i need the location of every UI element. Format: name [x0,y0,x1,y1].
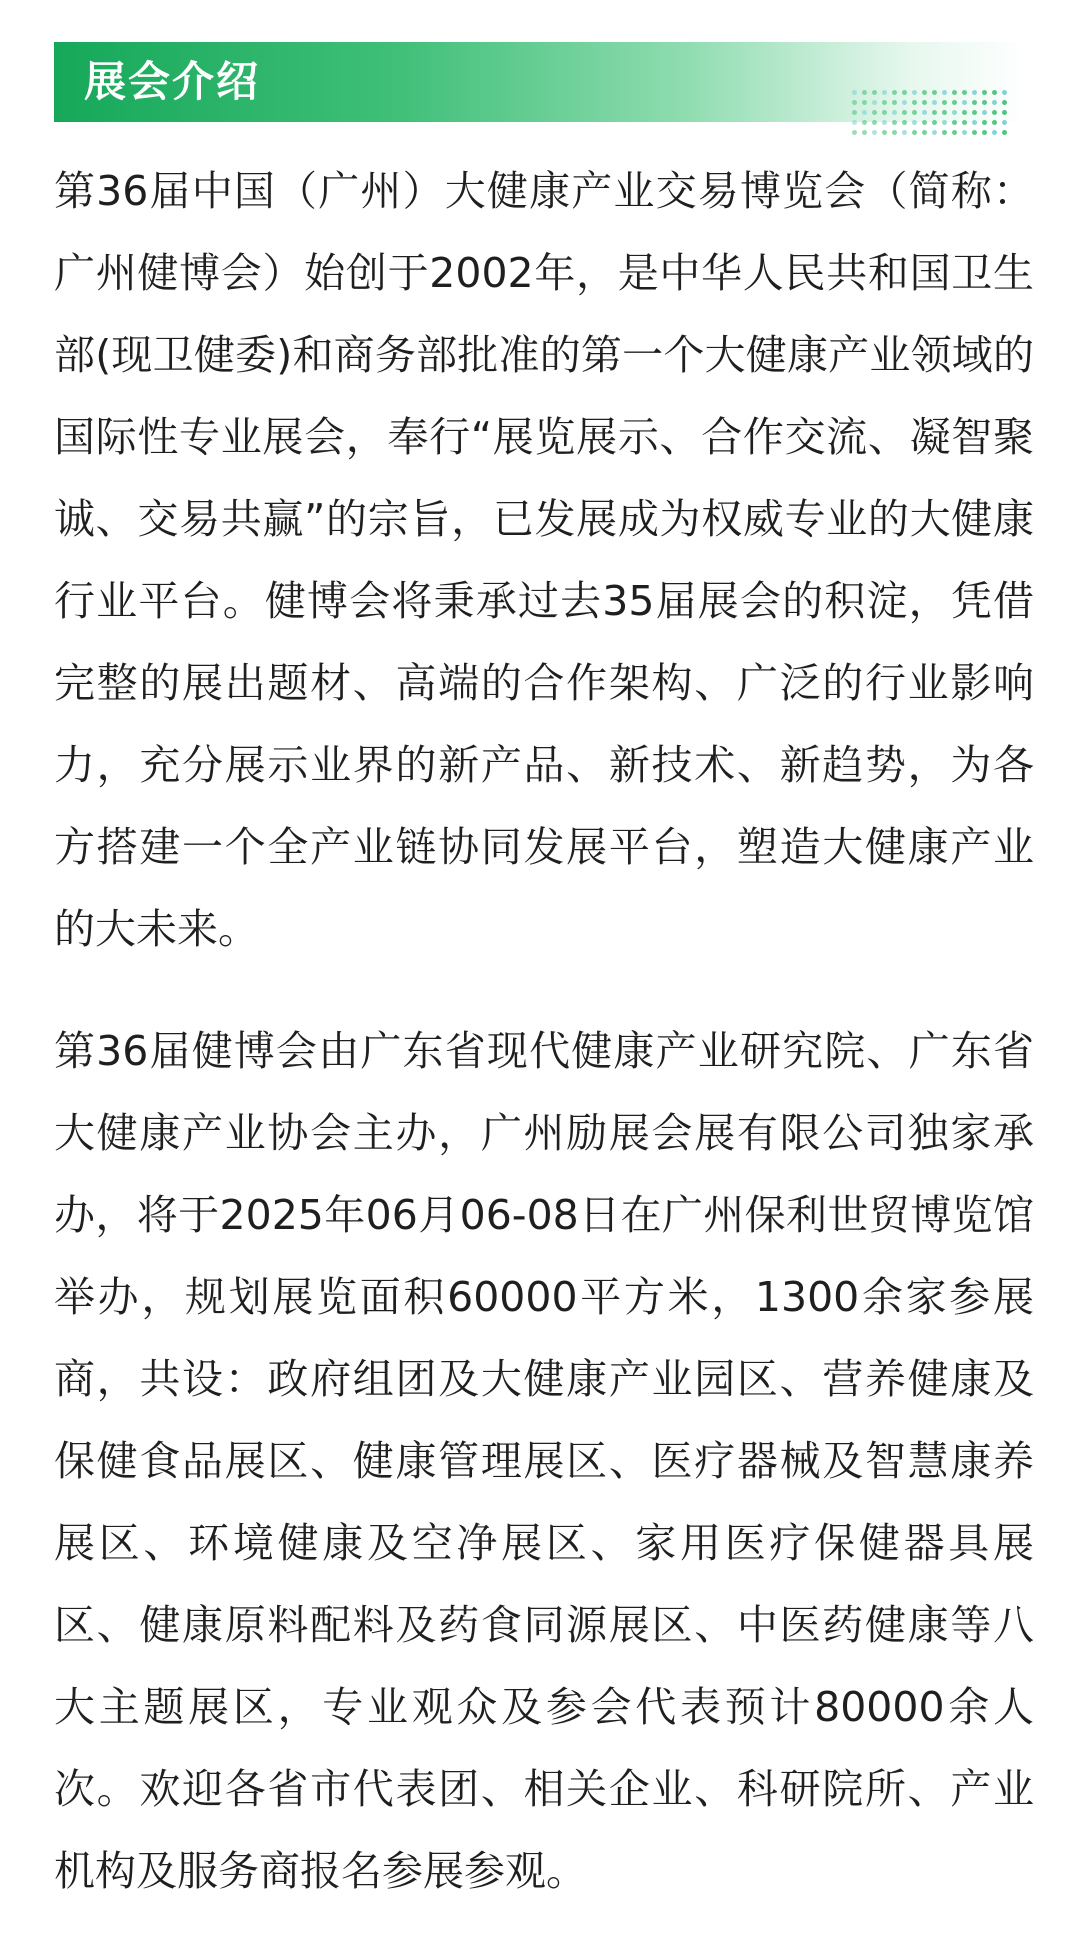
decor-dot [972,120,977,125]
decor-dot [982,100,987,105]
decor-dot [892,130,897,135]
decor-dot [932,130,937,135]
dot-pattern-decoration [852,90,1012,140]
details-paragraph: 第36届健博会由广东省现代健康产业研究院、广东省大健康产业协会主办，广州励展会展有限公司独家承办，将于2025年06月06-08日在广州保利世贸博览馆举办，规划展览面积60000平方米，1300余家参展商，共设：政府组团及大健康产业园区、营养健康及保健食品展区、健康管理展区、医疗器械及智慧康养展区、环境健康及空净展区、家用医疗保健器具展区、健康原料配料及药食同源展区、中医药健康等八大主题展区，专业观众及参会代表预计80000余人次。欢迎各省市代表团、相关企业、科研院所、产业机构及服务商报名参展参观。 [54,1027,1034,1895]
decor-dot [862,120,867,125]
decor-dot [962,130,967,135]
decor-dot [942,110,947,115]
decor-dot [912,90,917,95]
decor-dot [922,120,927,125]
decor-dot [932,110,937,115]
decor-dot [892,100,897,105]
decor-dot [872,100,877,105]
decor-dot [882,120,887,125]
decor-dot [912,100,917,105]
decor-dot [982,110,987,115]
decor-dot [942,100,947,105]
decor-dot [852,110,857,115]
decor-dot [872,110,877,115]
decor-dot [922,100,927,105]
decor-dot [882,110,887,115]
decor-dot [962,100,967,105]
decor-dot [862,100,867,105]
decor-dot [902,90,907,95]
decor-dot [992,120,997,125]
decor-dot [962,90,967,95]
decor-dot [952,100,957,105]
decor-dot [992,110,997,115]
decor-dot [862,130,867,135]
decor-dot [922,110,927,115]
decor-dot [962,120,967,125]
decor-dot [972,110,977,115]
decor-dot [1002,110,1007,115]
article-body [54,150,1034,1912]
decor-dot [932,90,937,95]
decor-dot [1002,90,1007,95]
decor-dot [952,120,957,125]
decor-dot [902,130,907,135]
decor-dot [922,90,927,95]
decor-dot [972,90,977,95]
decor-dot [942,90,947,95]
decor-dot [992,100,997,105]
decor-dot [862,90,867,95]
decor-dot [972,100,977,105]
decor-dot [942,130,947,135]
decor-dot [902,100,907,105]
decor-dot [852,130,857,135]
decor-dot [922,130,927,135]
intro-paragraph: 第36届中国（广州）大健康产业交易博览会（简称：广州健博会）始创于2002年，是中华人民共和国卫生部(现卫健委)和商务部批准的第一个大健康产业领域的国际性专业展会，奉行“展览展示、合作交流、凝智聚诚、交易共赢”的宗旨，已发展成为权威专业的大健康行业平台。健博会将秉承过去35届展会的积淀，凭借完整的展出题材、高端的合作架构、广泛的行业影响力，充分展示业界的新产品、新技术、新趋势，为各方搭建一个全产业链协同发展平台，塑造大健康产业的大未来。 [54,167,1034,953]
decor-dot [862,110,867,115]
decor-dot [932,100,937,105]
decor-dot [942,120,947,125]
decor-dot [912,110,917,115]
decor-dot [952,90,957,95]
decor-dot [892,120,897,125]
section-title: 展会介绍 [84,57,261,106]
decor-dot [1002,100,1007,105]
decor-dot [902,110,907,115]
decor-dot [992,90,997,95]
section-header [54,42,1026,122]
decor-dot [882,130,887,135]
decor-dot [872,90,877,95]
decor-dot [852,100,857,105]
decor-dot [972,130,977,135]
decor-dot [852,120,857,125]
decor-dot [882,100,887,105]
decor-dot [1002,120,1007,125]
decor-dot [872,120,877,125]
decor-dot [962,110,967,115]
decor-dot [1002,130,1007,135]
decor-dot [982,130,987,135]
decor-dot [892,110,897,115]
decor-dot [872,130,877,135]
decor-dot [992,130,997,135]
decor-dot [952,110,957,115]
decor-dot [852,90,857,95]
decor-dot [882,90,887,95]
decor-dot [952,130,957,135]
decor-dot [982,90,987,95]
decor-dot [912,120,917,125]
decor-dot [912,130,917,135]
decor-dot [982,120,987,125]
decor-dot [902,120,907,125]
decor-dot [892,90,897,95]
decor-dot [932,120,937,125]
